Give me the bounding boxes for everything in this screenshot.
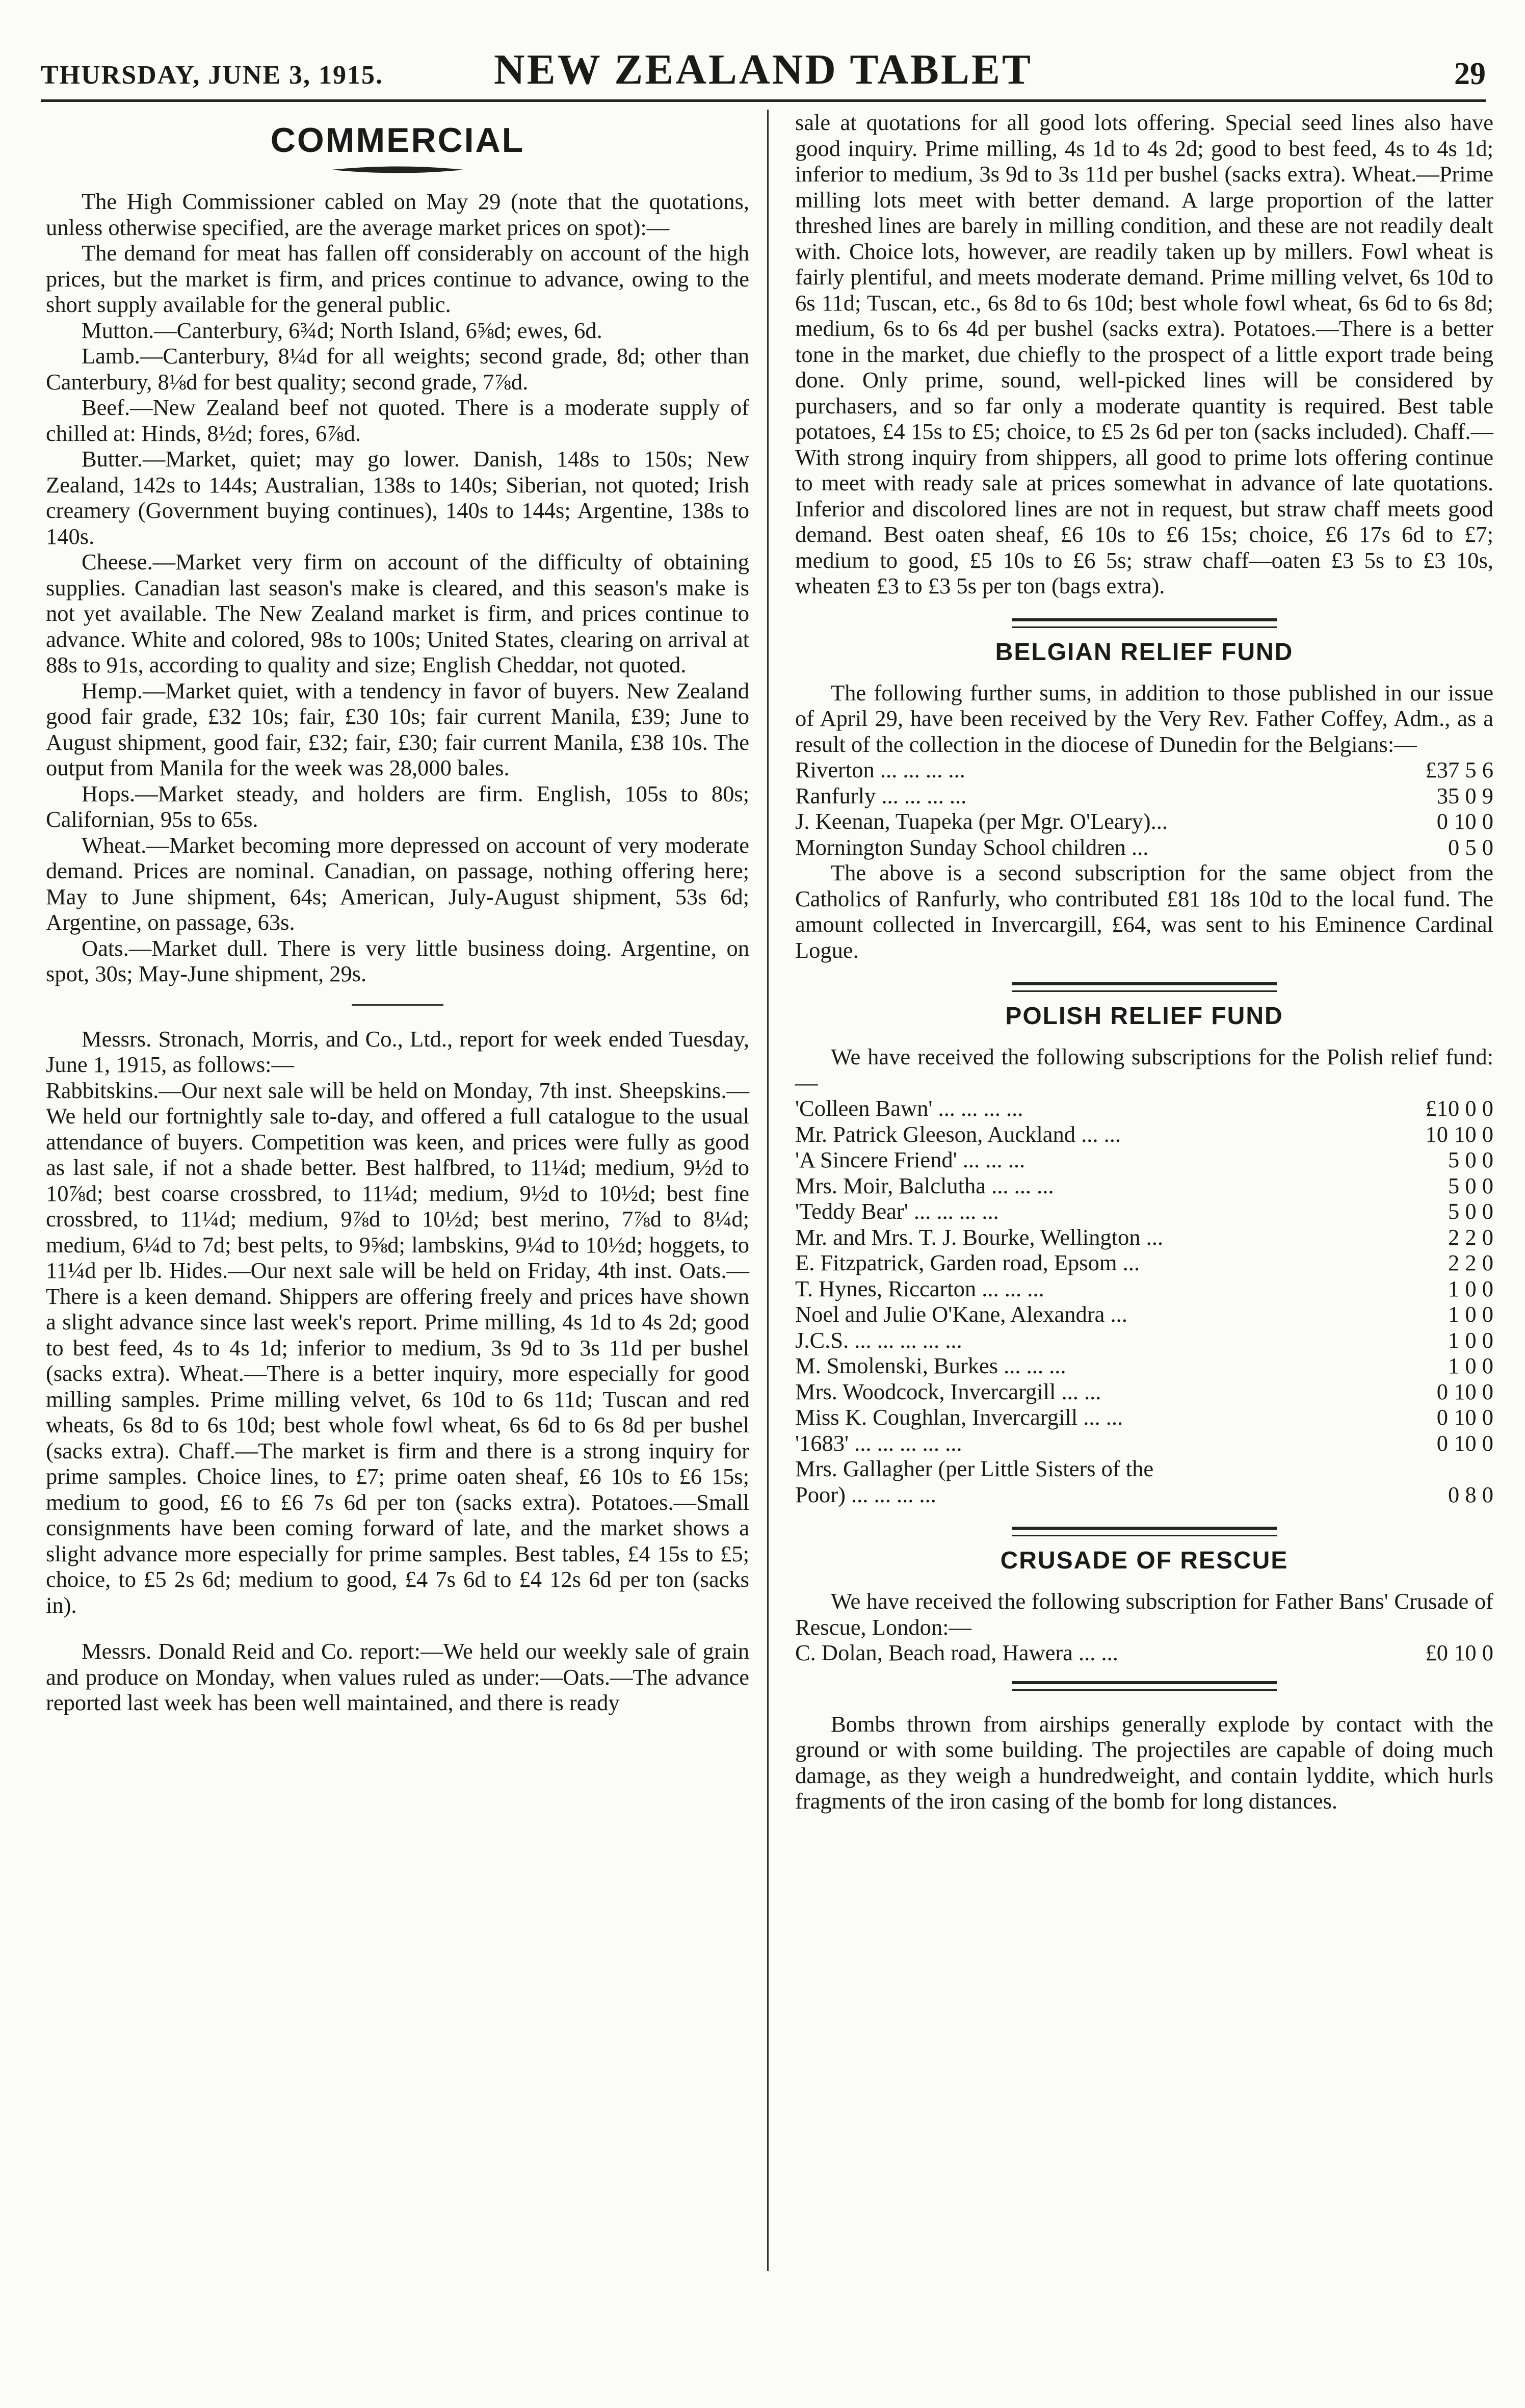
reid-report-continued: sale at quotations for all good lots offering. Special seed lines also have good inquiry. Prime milling, 4s 1d to 4s 2d; good to best feed, 4s to 4s 1d; inferior to medium, 3s 9d to 3s 11d per bushel (sacks extra). Wheat.—Prime milling lots meet with better demand. A large proportion of the latter threshed lines are barely in milling condition, and these are not readily dealt with. Choice lots, however, are readily taken up by millers. Fowl wheat is fairly plentiful, and meets moderate demand. Prime milling velvet, 6s 10d to 6s 11d; Tuscan, etc., 6s 8d to 6s 10d; best whole fowl wheat, 6s 6d to 6s 8d; medium, 6s to 6s 4d per bushel (sacks extra). Potatoes.—There is a better tone in the market, due chiefly to the prospect of a little export trade being done. Only prime, sound, well-picked lines will be considered by purchasers, and so far only a moderate quantity is required. Best table potatoes, £4 15s to £5; choice, to £5 2s 6d per ton (sacks included). Chaff.—With strong inquiry from shippers, all good to prime lots offering continue to meet with ready sale at prices somewhat in advance of late quotations. Inferior and discolored lines are not in request, but straw chaff meets good demand. Best oaten sheaf, £6 10s to £6 15s; choice, £6 17s 6d to £7; medium to good, £5 10s to £6 5s; straw chaff—oaten £3 5s to £3 10s, wheaten £3 to £3 5s per ton (bags extra). (795, 110, 1493, 598)
table-row: Mrs. Woodcock, Invercargill ... ... 0 10 0 (795, 1378, 1493, 1404)
commercial-paragraph: Cheese.—Market very firm on account of the difficulty of obtaining supplies. Canadian last season's make is cleared, and this season's make is not yet available. The New Zealand market is firm, and prices continue to advance. White and colored, 98s to 100s; United States, clearing on arrival at 88s to 91s, according to quality and size; English Cheddar, not quoted. (46, 549, 749, 677)
ornament-divider-icon (331, 163, 464, 176)
section-divider (1012, 1681, 1277, 1691)
crusade-intro: We have received the following subscription for Father Bans' Crusade of Rescue, London:— (795, 1588, 1493, 1640)
table-row: Poor) ... ... ... ... 0 8 0 (795, 1481, 1493, 1507)
crusade-heading: CRUSADE OF RESCUE (1000, 1547, 1289, 1574)
masthead-rule (41, 99, 1486, 102)
column-divider (767, 110, 769, 2271)
commercial-paragraph: Hemp.—Market quiet, with a tendency in favor of buyers. New Zealand good fair grade, £32 10s; fair, £30 10s; fair current Manila, £39; June to August shipment, good fair, £32; fair, £30; fair current Manila, £38 10s. The output from Manila for the week was 28,000 bales. (46, 677, 749, 780)
table-row: J.C.S. ... ... ... ... ... 1 0 0 (795, 1327, 1493, 1353)
table-row: 'Teddy Bear' ... ... ... ... 5 0 0 (795, 1198, 1493, 1224)
table-row: '1683' ... ... ... ... ... 0 10 0 (795, 1430, 1493, 1456)
belgian-fund-closing: The above is a second subscription for the same object from the Catholics of Ranfurly, who contributed £81 18s 10d to the local fund. The amount collected in Invercargill, £64, was sent to his Eminence Cardinal Logue. (795, 860, 1493, 963)
bombs-paragraph: Bombs thrown from airships generally explode by contact with the ground or with some building. The projectiles are capable of doing much damage, as they weigh a hundredweight, and contain lyddite, which hurls fragments of the iron casing of the bomb for long distances. (795, 1711, 1493, 1814)
table-row: Mornington Sunday School children ... 0 5 0 (795, 834, 1493, 860)
table-row: 'A Sincere Friend' ... ... ... 5 0 0 (795, 1147, 1493, 1172)
commercial-paragraph: Lamb.—Canterbury, 8¼d for all weights; second grade, 8d; other than Canterbury, 8⅛d for best quality; second grade, 7⅞d. (46, 343, 749, 395)
table-row: Miss K. Coughlan, Invercargill ... ... 0 10 0 (795, 1404, 1493, 1430)
section-divider (1012, 618, 1277, 628)
table-row: C. Dolan, Beach road, Hawera ... ... £0 10 0 (795, 1640, 1493, 1665)
table-row: Mrs. Gallagher (per Little Sisters of the (795, 1456, 1154, 1481)
table-row: Noel and Julie O'Kane, Alexandra ... 1 0 0 (795, 1301, 1493, 1327)
table-row: T. Hynes, Riccarton ... ... ... 1 0 0 (795, 1275, 1493, 1301)
polish-fund-heading: POLISH RELIEF FUND (1005, 1003, 1283, 1030)
belgian-fund-intro: The following further sums, in addition to those published in our issue of April 29, have been received by the Very Rev. Father Coffey, Adm., as a result of the collection in the diocese of Dunedin for the Belgians:— (795, 679, 1493, 757)
commercial-paragraph: The demand for meat has fallen off considerably on account of the high prices, but the market is firm, and prices continue to advance, owing to the short supply available for the general public. (46, 240, 749, 317)
table-row: E. Fitzpatrick, Garden road, Epsom ... 2 2 0 (795, 1250, 1493, 1275)
stronach-report-body: Rabbitskins.—Our next sale will be held on Monday, 7th inst. Sheepskins.—We held our fortnightly sale to-day, and offered a full catalogue to the usual attendance of buyers. Competition was keen, and prices were fully as good as last sale, if not a shade better. Best halfbred, to 11¼d; medium, 9½d to 10⅞d; best coarse crossbred, to 11¼d; medium, 9½d to 10½d; best fine crossbred, to 11¼d; medium, 9⅞d to 10½d; best merino, 7⅞d to 8¼d; medium, 6¼d to 7d; best pelts, to 9⅝d; lambskins, 9¼d to 10½d; hoggets, to 11¼d per lb. Hides.—Our next sale will be held on Friday, 4th inst. Oats.—There is a keen demand. Shippers are offering freely and prices have shown a slight advance since last week's report. Prime milling, 4s 1d to 4s 2d; good to best feed, 4s to 4s 1d; inferior to medium, 3s 9d to 3s 11d per bushel (sacks extra). Wheat.—There is a better inquiry, more especially for good milling samples. Prime milling velvet, 6s 10d to 6s 11d; Tuscan and red wheats, 6s 8d to 6s 10d; best whole fowl wheat, 6s 6d to 6s 8d per bushel (sacks extra). Chaff.—The market is firm and there is a strong inquiry for prime samples. Choice lines, to £7; prime oaten sheaf, £6 10s to £6 15s; medium to good, £6 to £6 7s 6d per ton (sacks extra). Potatoes.—Small consignments have been coming forward of late, and the market shows a slight advance more especially for prime samples. Best tables, £4 15s to £5; choice, to £5 2s 6d; medium to good, £4 7s 6d to £4 12s 6d per ton (sacks in). (46, 1077, 749, 1618)
table-row: Mr. Patrick Gleeson, Auckland ... ... 10 10 0 (795, 1121, 1493, 1147)
right-column (795, 110, 1493, 1814)
commercial-paragraph: Hops.—Market steady, and holders are firm. English, 105s to 80s; Californian, 95s to 65s. (46, 780, 749, 832)
masthead (41, 48, 1486, 94)
polish-fund-table (795, 1095, 1493, 1507)
section-divider (352, 1004, 443, 1006)
table-row: Riverton ... ... ... ... £37 5 6 (795, 757, 1493, 782)
publication-title: NEW ZEALAND TABLET (494, 46, 1033, 93)
commercial-paragraph: Beef.—New Zealand beef not quoted. There is a moderate supply of chilled at: Hinds, 8½d; fores, 6⅞d. (46, 395, 749, 446)
commercial-paragraph: Wheat.—Market becoming more depressed on account of very moderate demand. Prices are nominal. Canadian, on passage, nothing offering here; May to June shipment, 64s; American, July-August shipment, 53s 6d; Argentine, on passage, 63s. (46, 832, 749, 935)
table-row: 'Colleen Bawn' ... ... ... ... £10 0 0 (795, 1095, 1493, 1121)
commercial-paragraph: Oats.—Market dull. There is very little business doing. Argentine, on spot, 30s; May-June shipment, 29s. (46, 935, 749, 986)
crusade-table (795, 1640, 1493, 1666)
table-row: Mr. and Mrs. T. J. Bourke, Wellington ... 2 2 0 (795, 1224, 1493, 1250)
commercial-paragraph: The High Commissioner cabled on May 29 (note that the quotations, unless otherwise specified, are the average market prices on spot):— (46, 189, 749, 240)
reid-report-start: Messrs. Donald Reid and Co. report:—We held our weekly sale of grain and produce on Monday, when values ruled as under:—Oats.—The advance reported last week has been well maintained, and there is ready (46, 1638, 749, 1715)
section-divider (1012, 1527, 1277, 1536)
commercial-paragraph: Butter.—Market, quiet; may go lower. Danish, 148s to 150s; New Zealand, 142s to 144s; Australian, 138s to 140s; Siberian, not quoted; Irish creamery (Government buying continues), 140s to 144s; Argentine, 138s to 140s. (46, 446, 749, 549)
section-divider (1012, 982, 1277, 992)
belgian-fund-heading: BELGIAN RELIEF FUND (995, 638, 1294, 666)
stronach-report-intro: Messrs. Stronach, Morris, and Co., Ltd., report for week ended Tuesday, June 1, 1915, as follows:— (46, 1026, 749, 1077)
belgian-fund-table (795, 757, 1493, 860)
table-row: J. Keenan, Tuapeka (per Mgr. O'Leary)... 0 10 0 (795, 808, 1493, 834)
polish-fund-intro: We have received the following subscriptions for the Polish relief fund:— (795, 1044, 1493, 1095)
table-row: Ranfurly ... ... ... ... 35 0 9 (795, 782, 1493, 808)
page-number: 29 (1454, 57, 1486, 91)
table-row: Mrs. Moir, Balclutha ... ... ... 5 0 0 (795, 1172, 1493, 1198)
left-column (46, 110, 749, 1716)
table-row: M. Smolenski, Burkes ... ... ... 1 0 0 (795, 1353, 1493, 1378)
issue-date: THURSDAY, JUNE 3, 1915. (41, 61, 384, 90)
commercial-heading: COMMERCIAL (270, 121, 525, 160)
commercial-paragraph: Mutton.—Canterbury, 6¾d; North Island, 6⅝d; ewes, 6d. (82, 317, 602, 343)
